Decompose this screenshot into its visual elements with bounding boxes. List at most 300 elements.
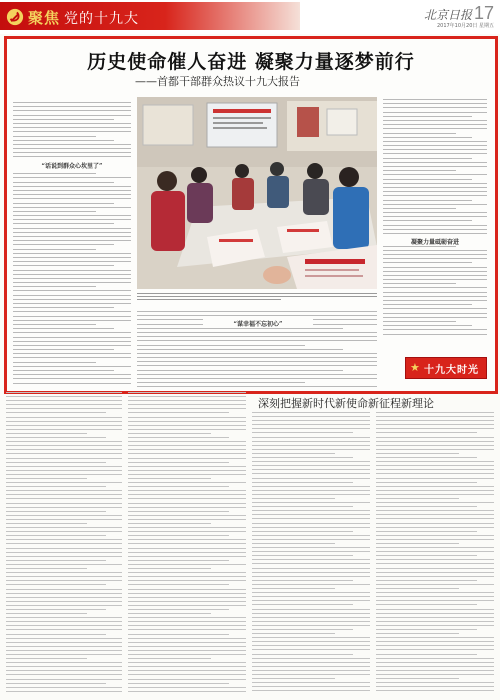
text-line: [376, 690, 494, 691]
text-line: [252, 645, 370, 646]
text-line: [6, 584, 106, 585]
text-line: [128, 597, 246, 598]
text-line: [383, 179, 472, 180]
text-line: [137, 353, 377, 354]
text-line: [252, 539, 370, 540]
text-line: [252, 584, 370, 585]
text-line: [383, 300, 487, 301]
text-line: [383, 279, 487, 280]
text-line: [6, 511, 106, 512]
text-line: [252, 457, 353, 458]
text-line: [128, 449, 246, 450]
text-line: [128, 429, 246, 430]
text-line: [252, 690, 370, 691]
text-line: [13, 328, 114, 329]
photo-caption: [137, 291, 377, 302]
text-line: [137, 378, 377, 379]
feature-column-left: [13, 99, 131, 389]
text-line: [6, 646, 122, 647]
text-line: [6, 560, 106, 561]
text-line: [137, 340, 377, 341]
text-line: [128, 638, 246, 639]
text-line: [128, 453, 246, 454]
text-line: [6, 674, 122, 675]
text-line: [383, 258, 487, 259]
text-line: [128, 634, 229, 635]
text-line: [376, 584, 494, 585]
text-line: [13, 240, 131, 241]
text-line: [376, 539, 494, 540]
text-line: [376, 547, 494, 548]
text-line: [137, 349, 343, 350]
text-line: [128, 674, 246, 675]
text-line: [6, 609, 106, 610]
caption-line: [137, 293, 377, 294]
text-line: [13, 374, 131, 375]
text-line: [252, 547, 370, 548]
page-header: [0, 0, 500, 34]
text-line: [128, 683, 229, 684]
text-line: [128, 515, 246, 516]
section-head-2: “谋幸福不忘初心”: [203, 319, 313, 328]
text-line: [13, 311, 131, 312]
text-line: [13, 316, 131, 317]
text-line: [383, 304, 472, 305]
text-line: [6, 679, 122, 680]
text-line: [128, 462, 229, 463]
text-line: [376, 572, 494, 573]
text-line: [376, 523, 494, 524]
text-line: [128, 396, 246, 397]
text-line: [376, 621, 494, 622]
text-line: [252, 649, 370, 650]
text-line: [13, 190, 131, 191]
text-line: [128, 543, 246, 544]
text-line: [252, 437, 370, 438]
text-line: [13, 357, 131, 358]
text-line: [376, 637, 494, 638]
text-line: [6, 556, 122, 557]
text-line: [13, 282, 131, 283]
text-line: [13, 290, 131, 291]
text-line: [376, 686, 494, 687]
text-line: [128, 580, 246, 581]
text-line: [376, 662, 494, 663]
text-line: [383, 141, 487, 142]
text-line: [128, 535, 229, 536]
text-line: [6, 470, 122, 471]
text-line: [128, 605, 246, 606]
text-line: [6, 593, 122, 594]
text-line: [6, 519, 122, 520]
text-line: [252, 478, 370, 479]
text-line: [128, 564, 246, 565]
text-line: [6, 535, 106, 536]
text-line: [376, 527, 494, 528]
text-line: [376, 633, 459, 634]
text-line: [252, 658, 370, 659]
text-line: [376, 604, 477, 605]
text-line: [6, 441, 122, 442]
text-line: [376, 641, 494, 642]
text-line: [6, 482, 122, 483]
text-line: [252, 555, 353, 556]
text-line: [376, 453, 459, 454]
bottom-column-4: [376, 412, 494, 696]
text-line: [252, 604, 353, 605]
text-line: [128, 503, 246, 504]
text-line: [252, 420, 370, 421]
text-line: [376, 432, 477, 433]
text-line: [376, 592, 494, 593]
text-line: [252, 674, 370, 675]
text-line: [376, 617, 494, 618]
text-line: [128, 421, 246, 422]
text-line: [252, 596, 370, 597]
text-line: [252, 580, 353, 581]
text-line: [128, 568, 211, 569]
text-line: [252, 416, 370, 417]
text-line: [383, 321, 456, 322]
text-line: [376, 674, 494, 675]
text-line: [13, 182, 114, 183]
text-line: [128, 687, 246, 688]
text-line: [6, 421, 122, 422]
text-line: [128, 617, 246, 618]
text-line: [383, 174, 487, 175]
text-line: [128, 445, 246, 446]
text-line: [376, 514, 494, 515]
text-line: [252, 600, 370, 601]
text-line: [383, 250, 487, 251]
text-line: [13, 320, 131, 321]
text-line: [13, 261, 131, 262]
text-line: [6, 408, 122, 409]
text-line: [13, 337, 131, 338]
text-line: [137, 311, 377, 312]
text-line: [6, 429, 122, 430]
text-line: [137, 365, 377, 366]
text-line: [13, 144, 131, 145]
text-line: [376, 461, 494, 462]
bottom-article-title: 深刻把握新时代新使命新征程新理论: [258, 397, 434, 410]
text-line: [13, 102, 131, 103]
text-line: [13, 198, 131, 199]
text-line: [252, 412, 370, 413]
text-line: [128, 458, 246, 459]
text-line: [383, 292, 487, 293]
text-line: [376, 555, 477, 556]
section-head-3: 凝聚力量砥砺奋进: [383, 237, 487, 246]
text-line: [376, 420, 494, 421]
text-line: [13, 106, 131, 107]
text-line: [128, 666, 246, 667]
text-line: [137, 332, 377, 333]
text-line: [128, 556, 246, 557]
text-line: [13, 286, 96, 287]
series-badge: [405, 357, 487, 379]
text-line: [376, 494, 494, 495]
text-line: [6, 621, 122, 622]
text-line: [128, 662, 246, 663]
text-line: [252, 432, 353, 433]
text-line: [252, 490, 370, 491]
feature-photo: [137, 97, 377, 289]
text-line: [252, 445, 370, 446]
text-line: [6, 417, 122, 418]
text-line: [383, 308, 487, 309]
section-title: [28, 7, 139, 28]
text-line: [6, 662, 122, 663]
text-line: [383, 325, 472, 326]
text-line: [13, 383, 131, 384]
text-line: [252, 494, 370, 495]
text-line: [137, 357, 377, 358]
text-line: [252, 543, 335, 544]
text-line: [6, 564, 122, 565]
text-line: [383, 149, 487, 150]
text-line: [128, 494, 246, 495]
text-line: [13, 362, 96, 363]
text-line: [6, 589, 122, 590]
text-line: [128, 601, 246, 602]
masthead-info: [384, 3, 494, 31]
text-line: [376, 465, 494, 466]
text-line: [252, 518, 370, 519]
text-line: [128, 486, 229, 487]
text-line: [13, 370, 114, 371]
text-line: [6, 658, 87, 659]
text-line: [6, 531, 122, 532]
text-line: [137, 361, 377, 362]
text-line: [6, 494, 122, 495]
text-line: [128, 425, 246, 426]
text-line: [13, 203, 114, 204]
text-line: [252, 449, 370, 450]
text-line: [376, 568, 494, 569]
text-line: [383, 103, 487, 104]
text-line: [376, 576, 494, 577]
text-line: [383, 112, 487, 113]
text-line: [128, 470, 246, 471]
text-line: [6, 634, 106, 635]
text-line: [6, 449, 122, 450]
text-line: [6, 527, 122, 528]
text-line: [128, 511, 229, 512]
text-line: [376, 682, 494, 683]
text-line: [128, 548, 246, 549]
text-line: [13, 223, 114, 224]
text-line: [376, 600, 494, 601]
text-line: [128, 679, 246, 680]
text-line: [128, 584, 229, 585]
text-line: [13, 324, 96, 325]
text-line: [13, 378, 131, 379]
text-line: [252, 469, 370, 470]
text-line: [383, 187, 487, 188]
text-line: [376, 482, 477, 483]
text-line: [383, 229, 487, 230]
section-head-1: “话说到群众心坎里了”: [13, 161, 131, 170]
text-line: [376, 658, 494, 659]
text-line: [376, 551, 494, 552]
text-line: [376, 428, 494, 429]
text-line: [128, 474, 246, 475]
text-line: [252, 506, 353, 507]
text-line: [383, 145, 487, 146]
text-line: [376, 416, 494, 417]
text-line: [137, 336, 377, 337]
text-line: [376, 535, 494, 536]
text-line: [13, 136, 96, 137]
text-line: [6, 462, 106, 463]
text-line: [128, 589, 246, 590]
text-line: [376, 445, 494, 446]
text-line: [128, 572, 246, 573]
text-line: [252, 510, 370, 511]
text-line: [128, 642, 246, 643]
text-line: [13, 211, 96, 212]
text-line: [6, 507, 122, 508]
text-line: [128, 576, 246, 577]
text-line: [383, 233, 487, 234]
text-line: [252, 686, 370, 687]
photo-meeting-scene: [137, 97, 377, 289]
text-line: [376, 629, 477, 630]
text-line: [252, 473, 370, 474]
text-line: [252, 527, 370, 528]
text-line: [252, 617, 370, 618]
text-line: [252, 559, 370, 560]
text-line: [128, 466, 246, 467]
text-line: [6, 445, 122, 446]
text-line: [252, 514, 370, 515]
text-line: [376, 412, 494, 413]
text-line: [376, 441, 494, 442]
text-line: [376, 518, 494, 519]
text-line: [252, 572, 370, 573]
text-line: [128, 629, 246, 630]
text-line: [6, 552, 122, 553]
text-line: [13, 278, 131, 279]
text-line: [376, 559, 494, 560]
text-line: [6, 601, 122, 602]
text-line: [128, 625, 246, 626]
text-line: [252, 563, 370, 564]
text-line: [128, 498, 246, 499]
text-line: [13, 249, 96, 250]
text-line: [128, 654, 246, 655]
text-line: [13, 303, 131, 304]
text-line: [6, 605, 122, 606]
text-line: [383, 195, 487, 196]
text-line: [6, 458, 122, 459]
text-line: [383, 208, 456, 209]
text-line: [13, 186, 131, 187]
text-line: [252, 588, 335, 589]
text-line: [128, 658, 211, 659]
text-line: [6, 425, 122, 426]
text-line: [383, 107, 487, 108]
text-line: [252, 535, 370, 536]
text-line: [376, 645, 494, 646]
text-line: [383, 296, 487, 297]
text-line: [252, 523, 370, 524]
text-line: [13, 345, 131, 346]
text-line: [376, 469, 494, 470]
text-line: [376, 449, 494, 450]
text-line: [6, 683, 106, 684]
text-line: [383, 170, 456, 171]
text-line: [383, 137, 472, 138]
text-line: [13, 274, 131, 275]
text-line: [376, 437, 494, 438]
text-line: [128, 670, 246, 671]
text-line: [252, 428, 370, 429]
text-line: [128, 417, 246, 418]
text-line: [6, 666, 122, 667]
text-line: [6, 486, 106, 487]
text-line: [252, 637, 370, 638]
party-emblem-icon: [6, 8, 24, 26]
text-line: [376, 613, 494, 614]
section-title-main: 聚焦: [28, 9, 61, 27]
text-line: [252, 625, 370, 626]
text-line: [6, 597, 122, 598]
feature-article: [4, 36, 498, 394]
text-line: [128, 482, 246, 483]
text-line: [6, 433, 87, 434]
text-line: [128, 621, 246, 622]
text-line: [383, 99, 487, 100]
text-line: [6, 396, 122, 397]
page-number: 17: [473, 3, 494, 23]
text-line: [252, 465, 370, 466]
text-line: [6, 392, 122, 393]
text-line: [128, 531, 246, 532]
text-line: [383, 287, 487, 288]
text-line: [13, 257, 131, 258]
text-line: [383, 254, 487, 255]
text-line: [128, 650, 246, 651]
text-line: [128, 609, 229, 610]
text-line: [6, 466, 122, 467]
text-line: [6, 548, 122, 549]
text-line: [376, 666, 494, 667]
text-line: [13, 152, 131, 153]
text-line: [252, 453, 335, 454]
text-line: [376, 625, 494, 626]
text-line: [376, 506, 477, 507]
text-line: [376, 588, 459, 589]
text-line: [128, 593, 246, 594]
text-line: [128, 437, 229, 438]
text-line: [6, 654, 122, 655]
text-line: [383, 313, 487, 314]
text-line: [376, 531, 477, 532]
text-line: [128, 490, 246, 491]
text-line: [6, 691, 122, 692]
text-line: [376, 563, 494, 564]
series-badge-label: 十九大时光: [424, 365, 479, 376]
text-line: [252, 486, 370, 487]
text-line: [13, 295, 131, 296]
text-line: [252, 576, 370, 577]
text-line: [6, 453, 122, 454]
text-line: [13, 140, 114, 141]
text-line: [252, 498, 335, 499]
text-line: [128, 560, 229, 561]
